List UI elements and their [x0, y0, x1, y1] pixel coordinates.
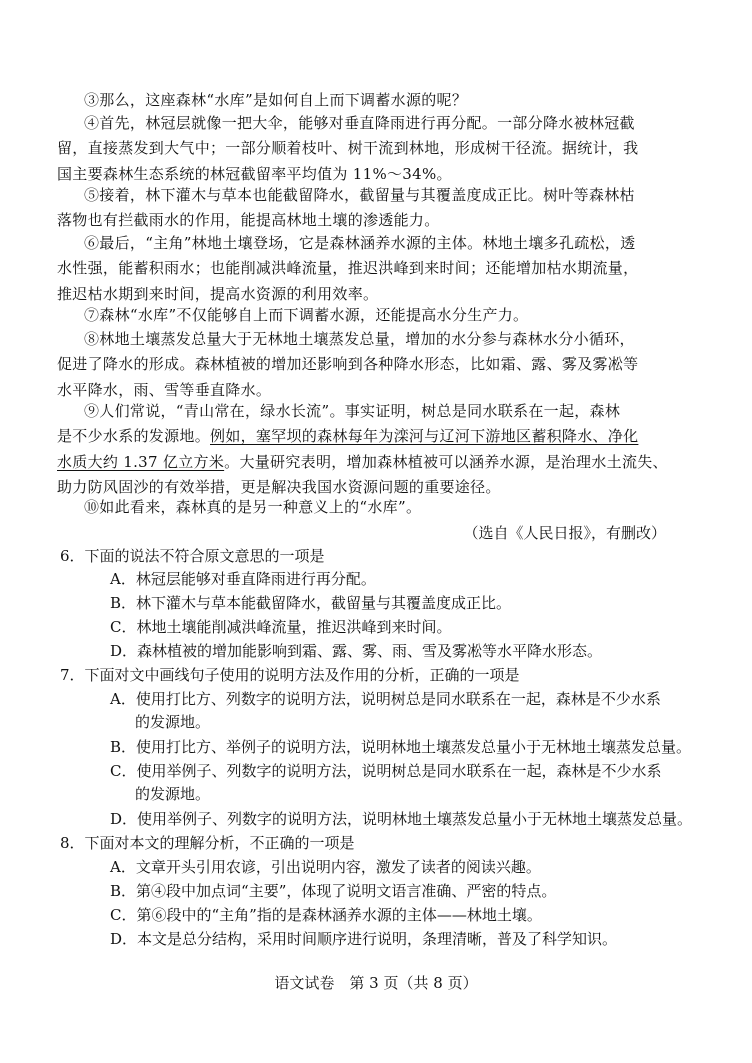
- question-8-stem: 8．下面对本文的理解分析，不正确的一项是: [60, 834, 355, 852]
- option-text: C．林地土壤能削减洪峰流量，推迟洪峰到来时间。: [110, 618, 452, 636]
- question-8-option-b: [110, 880, 685, 903]
- option-text: C．第⑥段中的“主角”指的是森林涵养水源的主体——林地土壤。: [110, 906, 542, 924]
- option-text: D．使用举例子、列数字的说明方法，说明林地土壤蒸发总量小于无林地土壤蒸发总量。: [110, 810, 693, 828]
- question-6-option-d: [110, 640, 685, 663]
- question-8-option-d: [110, 928, 685, 951]
- option-text-continued: 的发源地。: [135, 713, 211, 731]
- question-7-option-c: [110, 760, 685, 806]
- option-text: B．使用打比方、举例子的说明方法，说明林地土壤蒸发总量小于无林地土壤蒸发总量。: [110, 738, 692, 756]
- question-6-stem: 6．下面的说法不符合原文意思的一项是: [60, 547, 325, 565]
- plain-text: 。大量研究表明，增加森林植被可以涵养水源，是治理水土流失、: [224, 452, 668, 471]
- paragraph-line: 推迟枯水期到来时间，提高水资源的利用效率。: [57, 284, 379, 303]
- question-6-option-c: [110, 616, 685, 639]
- option-text: A．林冠层能够对垂直降雨进行再分配。: [110, 570, 376, 588]
- question-6-option-a: [110, 568, 685, 591]
- option-text: A．使用打比方、列数字的说明方法，说明树总是同水联系在一起，森林是不少水系: [110, 690, 661, 708]
- option-text: B．第④段中加点词“主要”，体现了说明文语言准确、严密的特点。: [110, 882, 557, 900]
- paragraph-line: 留，直接蒸发到大气中；一部分顺着枝叶、树干流到林地，形成树干径流。据统计，我: [57, 139, 639, 158]
- paragraph-3: [84, 88, 674, 113]
- option-text-continued: 的发源地。: [135, 785, 211, 803]
- paragraph-line: 水平降水，雨、雪等垂直降水。: [57, 380, 272, 399]
- paragraph-line: ⑤接着，林下灌木与草本也能截留降水，截留量与其覆盖度成正比。树叶等森林枯: [84, 186, 635, 204]
- paragraph-line: ⑦森林“水库”不仅能够自上而下调蓄水源，还能提高水分生产力。: [84, 306, 529, 324]
- option-text: D．本文是总分结构，采用时间顺序进行说明，条理清晰，普及了科学知识。: [110, 930, 618, 948]
- underlined-sentence: 例如，塞罕坝的森林每年为滦河与辽河下游地区蓄积降水、净化: [210, 427, 639, 446]
- paragraph-5: [57, 183, 674, 234]
- paragraph-10: [84, 495, 674, 520]
- question-7-option-b: [110, 736, 692, 759]
- paragraph-4: [57, 111, 674, 187]
- option-text: A．文章开头引用农谚，引出说明内容，激发了读者的阅读兴趣。: [110, 858, 541, 876]
- page-footer: 语文试卷 第 3 页（共 8 页）: [274, 974, 478, 992]
- question-7-option-d: [110, 808, 693, 831]
- source-citation: （选自《人民日报》，有删改）: [463, 524, 666, 542]
- paragraph-line: 水性强，能蓄积雨水；也能削减洪峰流量，推迟洪峰到来时间；还能增加枯水期流量，: [57, 259, 639, 278]
- option-text: C．使用举例子、列数字的说明方法，说明树总是同水联系在一起，森林是不少水系: [110, 762, 662, 780]
- paragraph-line: ⑩如此看来，森林真的是另一种意义上的“水库”。: [84, 498, 422, 516]
- question-8-option-a: [110, 856, 685, 879]
- underlined-sentence: 水质大约 1.37 亿立方米: [57, 452, 225, 471]
- paragraph-line: 助力防风固沙的有效举措，更是解决我国水资源问题的重要途径。: [57, 478, 501, 497]
- plain-text: 是不少水系的发源地。: [57, 427, 211, 446]
- paragraph-line: [57, 450, 674, 475]
- paragraph-line: ③那么，这座森林“水库”是如何自上而下调蓄水源的呢？: [84, 91, 468, 109]
- paragraph-line: 促进了降水的形成。森林植被的增加还影响到各种降水形态，比如霜、露、雾及雾凇等: [57, 355, 639, 374]
- question-7-option-a: [110, 688, 685, 734]
- paragraph-line: ⑨人们常说，“青山常在，绿水长流”。事实证明，树总是同水联系在一起，森林: [84, 402, 621, 420]
- option-text: B．林下灌木与草本能截留降水，截留量与其覆盖度成正比。: [110, 594, 512, 612]
- paragraph-line: [57, 424, 674, 449]
- option-text: D．森林植被的增加能影响到霜、露、雾、雨、雪及雾凇等水平降水形态。: [110, 642, 603, 660]
- paragraph-8: [57, 327, 674, 403]
- question-7-stem: 7．下面对文中画线句子使用的说明方法及作用的分析，正确的一项是: [60, 666, 520, 684]
- paragraph-6: [57, 231, 674, 307]
- paragraph-line: ④首先，林冠层就像一把大伞，能够对垂直降雨进行再分配。一部分降水被林冠截: [84, 114, 635, 132]
- paragraph-line: ⑧林地土壤蒸发总量大于无林地土壤蒸发总量，增加的水分参与森林水分小循环，: [84, 330, 635, 348]
- question-6-option-b: [110, 592, 685, 615]
- paragraph-line: 国主要森林生态系统的林冠截留率平均值为 11%～34%。: [57, 164, 452, 183]
- paragraph-line: 落物也有拦截雨水的作用，能提高林地土壤的渗透能力。: [57, 211, 440, 230]
- paragraph-9: [57, 399, 674, 501]
- paragraph-line: ⑥最后，“主角”林地土壤登场，它是森林涵养水源的主体。林地土壤多孔疏松，透: [84, 234, 636, 252]
- paragraph-7: [84, 303, 674, 328]
- question-8-option-c: [110, 904, 685, 927]
